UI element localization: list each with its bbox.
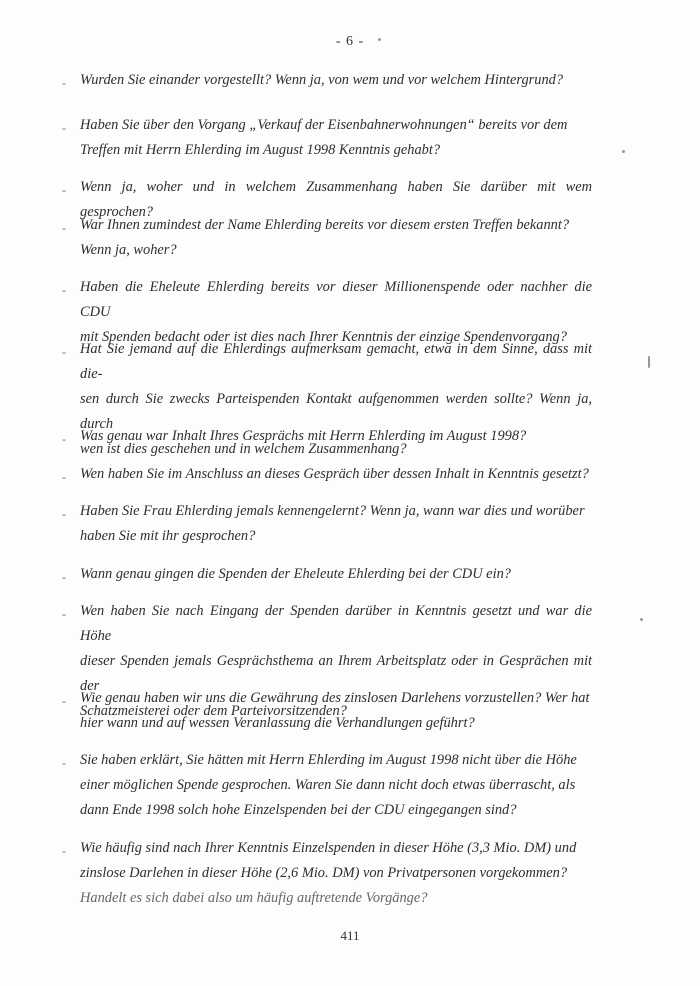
question-13 [80, 748, 592, 823]
scan-speck [648, 356, 650, 368]
bullet-marker: - [62, 844, 66, 858]
question-line: Wenn ja, woher und in welchem Zusammenhang haben Sie darüber mit wem gesprochen? [80, 179, 592, 220]
question-line: dann Ende 1998 solch hohe Einzelspenden bei der CDU eingegangen sind? [80, 802, 517, 818]
scan-speck [378, 38, 381, 41]
question-line: zinslose Darlehen in dieser Höhe (2,6 Mio. DM) von Privatpersonen vorgekommen? [80, 865, 568, 881]
page-marker: - 6 - [335, 34, 365, 49]
question-line: Wen haben Sie nach Eingang der Spenden darüber in Kenntnis gesetzt und war die Höhe [80, 603, 592, 644]
question-2 [80, 113, 592, 163]
question-7 [80, 424, 592, 449]
question-14 [80, 836, 592, 911]
question-line: Wenn ja, woher? [80, 242, 177, 258]
question-line: Treffen mit Herrn Ehlerding im August 1998 Kenntnis gehabt? [80, 142, 441, 158]
question-line: Haben die Eheleute Ehlerding bereits vor dieser Millionenspende oder nachher die CDU [80, 279, 592, 320]
question-line: Sie haben erklärt, Sie hätten mit Herrn Ehlerding im August 1998 nicht über die Höhe [80, 752, 577, 768]
page-number-footer: 411 [340, 928, 360, 943]
bullet-marker: - [62, 121, 66, 135]
question-line: Haben Sie Frau Ehlerding jemals kennengelernt? Wenn ja, wann war dies und worüber [80, 503, 585, 519]
question-line: War Ihnen zumindest der Name Ehlerding bereits vor diesem ersten Treffen bekannt? [80, 217, 570, 233]
question-line: wen ist dies geschehen und in welchem Zusammenhang? [80, 441, 407, 457]
question-line: Hat Sie jemand auf die Ehlerdings aufmerksam gemacht, etwa in dem Sinne, dass mit die- [80, 341, 592, 382]
question-line: hier wann und auf wessen Veranlassung die Verhandlungen geführt? [80, 715, 475, 731]
bullet-marker: - [62, 221, 66, 235]
question-line: Was genau war Inhalt Ihres Gesprächs mit Herrn Ehlerding im August 1998? [80, 428, 527, 444]
question-line: Schatzmeisterei oder dem Parteivorsitzenden? [80, 703, 347, 719]
question-line: haben Sie mit ihr gesprochen? [80, 528, 256, 544]
bullet-marker: - [62, 76, 66, 90]
bullet-marker: - [62, 570, 66, 584]
bullet-marker: - [62, 470, 66, 484]
question-10 [80, 562, 592, 587]
bullet-marker: - [62, 345, 66, 359]
question-4 [80, 213, 592, 263]
question-8 [80, 462, 592, 487]
question-9 [80, 499, 592, 549]
question-line: Wie genau haben wir uns die Gewährung des zinslosen Darlehens vorzustellen? Wer hat [80, 690, 590, 706]
question-line: Wurden Sie einander vorgestellt? Wenn ja, von wem und vor welchem Hintergrund? [80, 72, 564, 88]
question-line: sen durch Sie zwecks Parteispenden Kontakt aufgenommen werden sollte? Wenn ja, durch [80, 391, 592, 432]
question-line: Handelt es sich dabei also um häufig auftretende Vorgänge? [80, 890, 428, 906]
scan-speck [640, 618, 643, 621]
question-12 [80, 686, 592, 736]
bullet-marker: - [62, 507, 66, 521]
scan-speck [622, 150, 625, 153]
question-line: Wen haben Sie im Anschluss an dieses Gespräch über dessen Inhalt in Kenntnis gesetzt? [80, 466, 589, 482]
bullet-marker: - [62, 183, 66, 197]
bullet-marker: - [62, 432, 66, 446]
question-line: einer möglichen Spende gesprochen. Waren Sie dann nicht doch etwas überrascht, als [80, 777, 576, 793]
question-line: mit Spenden bedacht oder ist dies nach Ihrer Kenntnis der einzige Spendenvorgang? [80, 329, 567, 345]
question-line: Haben Sie über den Vorgang „Verkauf der Eisenbahnerwohnungen“ bereits vor dem [80, 117, 568, 133]
question-1 [80, 68, 592, 93]
bullet-marker: - [62, 756, 66, 770]
question-line: Wie häufig sind nach Ihrer Kenntnis Einzelspenden in dieser Höhe (3,3 Mio. DM) und [80, 840, 577, 856]
question-line: dieser Spenden jemals Gesprächsthema an Ihrem Arbeitsplatz oder in Gesprächen mit der [80, 653, 592, 694]
question-line: Wann genau gingen die Spenden der Eheleute Ehlerding bei der CDU ein? [80, 566, 511, 582]
bullet-marker: - [62, 283, 66, 297]
bullet-marker: - [62, 607, 66, 621]
bullet-marker: - [62, 694, 66, 708]
